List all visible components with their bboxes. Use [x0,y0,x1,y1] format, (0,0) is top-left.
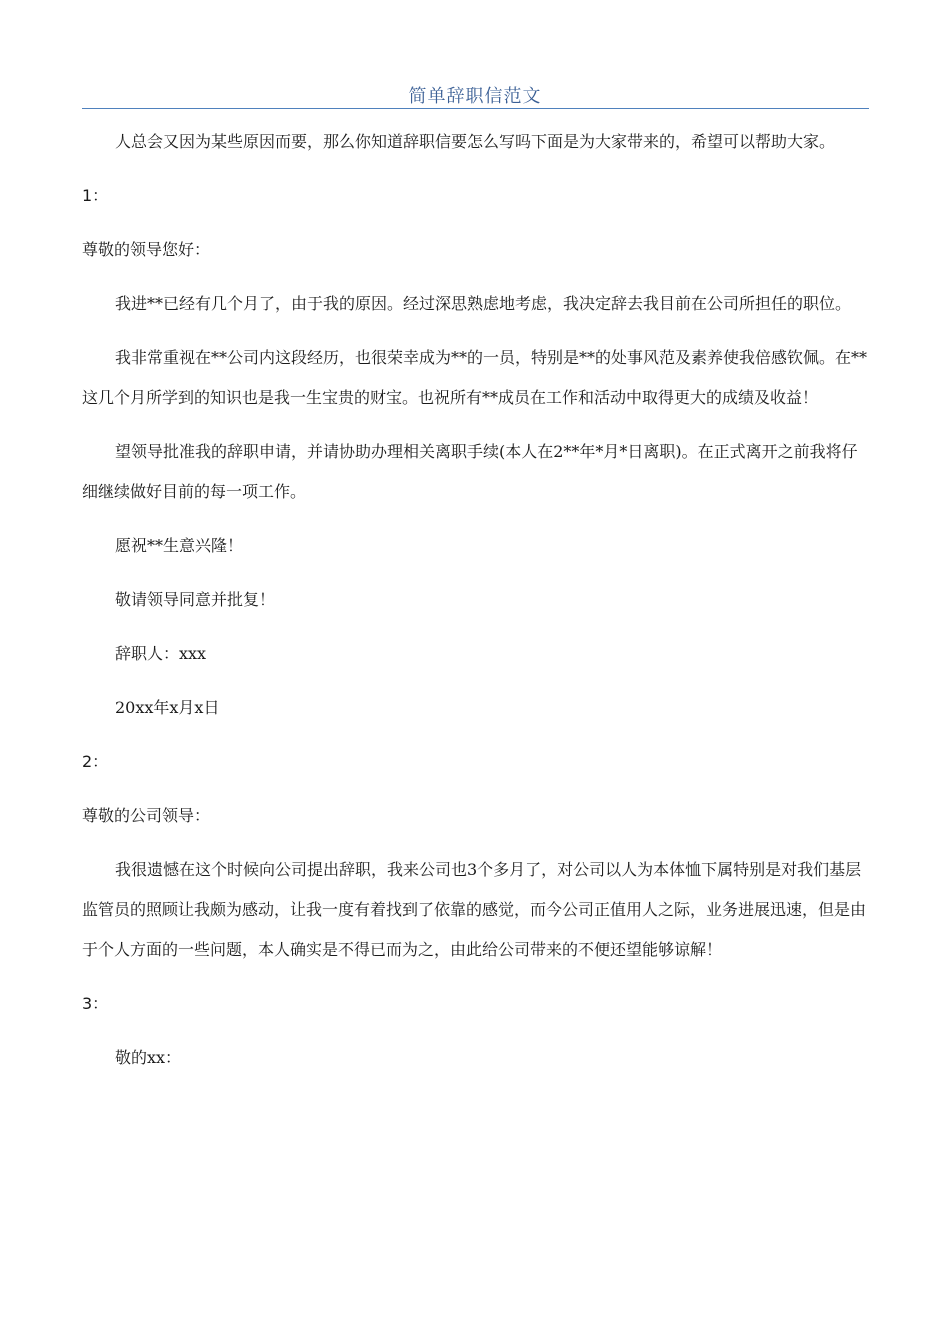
letter-1-signature: 辞职人：xxx [115,644,207,663]
section-number-2: 2： [82,752,109,771]
section-number-3: 3： [82,994,109,1013]
letter-1-paragraph-3: 望领导批准我的辞职申请，并请协助办理相关离职手续(本人在2**年*月*日离职)。在正式离开之前我将仔细继续做好目前的每一项工作。 [82,442,858,501]
salutation-2: 尊敬的公司领导： [82,806,211,825]
section-number-1: 1： [82,186,109,205]
intro-paragraph: 人总会又因为某些原因而要，那么你知道辞职信要怎么写吗下面是为大家带来的，希望可以帮助大家。 [115,132,836,151]
header-divider [82,108,869,109]
letter-1-paragraph-2: 我非常重视在**公司内这段经历，也很荣幸成为**的一员，特别是**的处事风范及素养使我倍感钦佩。在**这几个月所学到的知识也是我一生宝贵的财宝。也祝所有**成员在工作和活动中取得更大的成绩及收益！ [82,348,868,407]
salutation-3: 敬的xx： [115,1048,182,1067]
letter-1-date: 20xx年x月x日 [115,698,220,717]
letter-1-request: 敬请领导同意并批复！ [115,590,276,609]
letter-1-paragraph-1: 我进**已经有几个月了，由于我的原因。经过深思熟虑地考虑，我决定辞去我目前在公司所担任的职位。 [115,294,852,313]
document-title: 简单辞职信范文 [408,86,542,107]
salutation-1: 尊敬的领导您好： [82,240,211,259]
document-body [82,122,868,1092]
letter-1-wish: 愿祝**生意兴隆！ [115,536,244,555]
letter-2-paragraph-1: 我很遗憾在这个时候向公司提出辞职，我来公司也3个多月了，对公司以人为本体恤下属特别是对我们基层监管员的照顾让我颇为感动，让我一度有着找到了依靠的感觉，而今公司正值用人之际，业务进展迅速，但是由于个人方面的一些问题，本人确实是不得已而为之，由此给公司带来的不便还望能够谅解！ [82,860,867,959]
